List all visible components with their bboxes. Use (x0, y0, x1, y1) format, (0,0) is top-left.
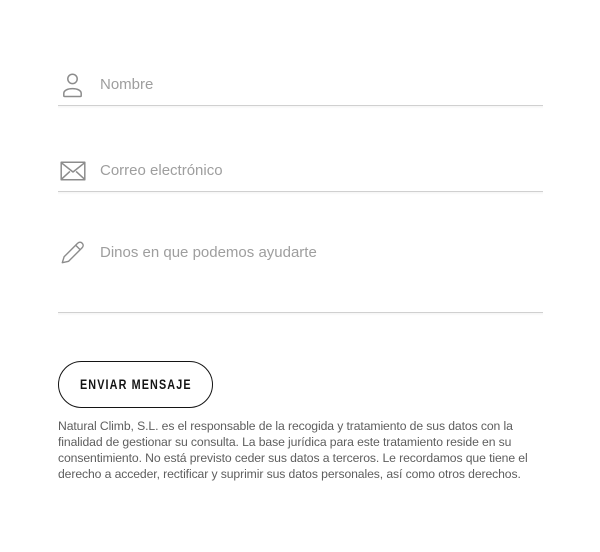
mail-icon (58, 161, 87, 181)
email-input[interactable] (100, 162, 543, 179)
message-input[interactable] (100, 244, 543, 261)
person-icon (58, 72, 87, 98)
field-message (58, 234, 543, 313)
field-email (58, 150, 543, 192)
name-input[interactable] (100, 76, 543, 93)
send-message-button[interactable] (58, 361, 213, 408)
pencil-icon (58, 238, 87, 267)
legal-text: Natural Climb, S.L. es el responsable de la recogida y tratamiento de sus datos con la finalidad de gestionar su consulta. La base jurídica para este tratamiento reside en su consentimiento. No está previsto ceder sus datos a terceros. Le recordamos que tiene el derecho a acceder, rectificar y suprimir sus datos personales, así como otros derechos. (58, 419, 528, 481)
field-name (58, 64, 543, 106)
send-message-label: ENVIAR MENSAJE (79, 377, 192, 392)
